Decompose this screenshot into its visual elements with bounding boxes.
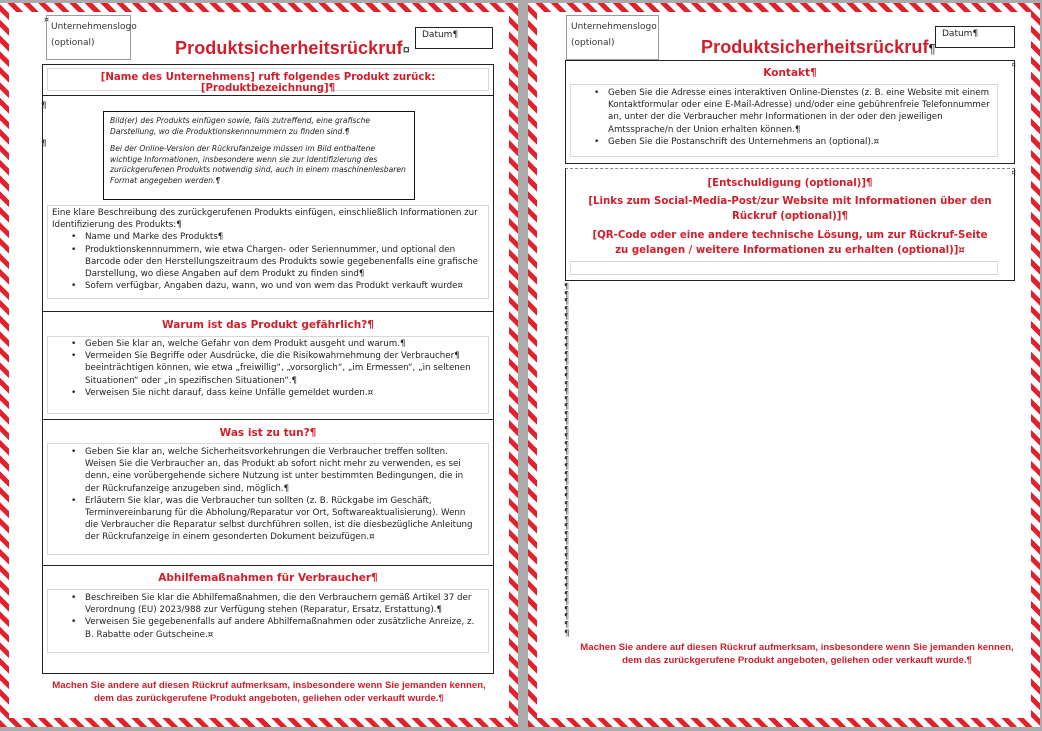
share-footer: [49, 680, 489, 705]
company-logo-placeholder[interactable]: [46, 15, 137, 60]
pilcrow-mark: ¶: [564, 289, 570, 299]
title-end-mark: ¤: [402, 42, 410, 57]
pilcrow-mark: ¶: [564, 529, 570, 539]
pilcrow-mark: ¶: [564, 282, 570, 291]
pilcrow-mark: ¶: [564, 582, 570, 591]
remedy-heading-text: Abhilfemaßnahmen für Verbraucher¶: [158, 572, 378, 584]
empty-paragraph-mark: ¶: [41, 101, 47, 111]
logo-text: Unternehmenslogo (optional): [51, 22, 137, 48]
qr-code-line: [QR-Code oder eine andere technische Lösung, um zur Rückruf-Seite zu gelangen / weitere Informationen zu erhalten (optional)]¤: [592, 230, 988, 256]
pilcrow-mark: ¶: [564, 394, 570, 404]
row-divider: [43, 419, 493, 420]
pilcrow-mark: ¶: [564, 477, 570, 486]
todo-list: [52, 446, 479, 544]
pilcrow-mark: ¶: [564, 612, 570, 621]
image-instruction-1: Bild(er) des Produkts einfügen sowie, falls zutreffend, eine grafische Darstellung, wo die Produktionskennnummern zu finden sind.¶: [110, 116, 371, 136]
list-item: • Geben Sie die Postanschrift des Unternehmens an (optional).¤: [608, 136, 992, 148]
anchor-mark: ¤: [44, 15, 50, 24]
list-item: • Sofern verfügbar, Angaben dazu, wann, wo und von wem das Produkt verkauft wurde¤: [85, 280, 481, 292]
date-text: Datum¶: [942, 29, 979, 39]
pilcrow-mark: ¶: [564, 537, 570, 546]
pilcrow-mark: ¶: [564, 297, 570, 306]
pilcrow-mark: ¶: [564, 499, 570, 509]
empty-paragraph-marks: [564, 283, 574, 628]
danger-heading: [43, 319, 493, 331]
pilcrow-mark: ¶: [564, 454, 570, 464]
pilcrow-mark: ¶: [564, 522, 570, 531]
remedy-content: [52, 592, 479, 641]
danger-list: [52, 338, 479, 399]
description-content: [52, 207, 481, 292]
list-item: • Verweisen Sie nicht darauf, dass keine Unfälle gemeldet wurden.¤: [85, 387, 479, 399]
danger-content: [52, 338, 479, 399]
todo-heading: [43, 427, 493, 439]
pilcrow-mark: ¶: [564, 544, 570, 554]
pilcrow-mark: ¶: [564, 349, 570, 359]
contact-list: [575, 87, 992, 148]
pilcrow-mark: ¶: [564, 597, 570, 606]
product-image-instructions[interactable]: [103, 111, 415, 200]
list-item: • Produktionskennnummern, wie etwa Chargen- oder Seriennummer, und optional den Barcode oder den Herstellungszeitraum des Produkts sowie gegebenenfalls eine grafische Darstellung, wo diese Angaben auf dem Produkt zu finden sind¶: [85, 244, 481, 281]
cell-end-mark: ¤: [1011, 61, 1016, 69]
list-item: • Vermeiden Sie Begriffe oder Ausdrücke, die die Risikowahrnehmung der Verbraucher¶ beeinträchtigen können, wie etwa „freiwillig“, „vorsorglich“, „im Ermessen“, „in seltenen Situationen“ oder „in spezifischen Situationen“.¶: [85, 350, 479, 387]
contact-heading: [566, 67, 1014, 79]
pilcrow-mark: ¶: [564, 372, 570, 381]
apology-line: [Entschuldigung (optional)]¶: [707, 178, 873, 189]
recall-table: [42, 64, 494, 674]
remedy-list: [52, 592, 479, 641]
description-intro: Eine klare Beschreibung des zurückgerufenen Produkts einfügen, einschließlich Informationen zur Identifizierung des Produkts:¶: [52, 208, 478, 231]
page-title: [175, 38, 410, 59]
page-1-content: [9, 12, 509, 718]
pilcrow-mark: ¶: [564, 604, 570, 614]
pilcrow-mark: ¶: [564, 439, 570, 449]
pilcrow-mark: ¶: [564, 567, 570, 576]
document-page-2: [528, 3, 1040, 727]
pilcrow-mark: ¶: [564, 447, 570, 456]
intro-row: [43, 65, 493, 95]
pilcrow-mark: ¶: [564, 327, 570, 336]
pilcrow-mark: ¶: [564, 484, 570, 494]
intro-text: [Name des Unternehmens] ruft folgendes Produkt zurück: [Produktbezeichnung]¶: [100, 72, 436, 94]
pilcrow-mark: ¶: [564, 559, 570, 569]
pilcrow-mark: ¶: [564, 589, 570, 599]
company-logo-placeholder[interactable]: [566, 15, 659, 60]
date-field[interactable]: [415, 27, 493, 49]
optional-info-content: [566, 176, 1014, 258]
page-title: [701, 37, 936, 58]
pilcrow-mark: ¶: [564, 507, 570, 516]
pilcrow-mark: ¶: [564, 312, 570, 321]
list-item: • Geben Sie klar an, welche Gefahr von dem Produkt ausgeht und warum.¶: [85, 338, 479, 350]
pilcrow-mark: ¶: [564, 462, 570, 471]
pilcrow-mark: ¶: [564, 619, 570, 629]
pilcrow-mark: ¶: [564, 304, 570, 314]
description-list: [52, 231, 481, 292]
remedy-heading: [43, 572, 493, 584]
footer-text: Machen Sie andere auf diesen Rückruf aufmerksam, insbesondere wenn Sie jemanden kennen, dem das zurückgerufene Produkt angeboten, geliehen oder verkauft wurde.¶: [52, 680, 486, 704]
page-2-content: [537, 12, 1031, 718]
optional-info-cell[interactable]: [570, 261, 998, 275]
share-footer: [577, 642, 1017, 667]
pilcrow-mark: ¶: [564, 379, 570, 389]
pilcrow-mark: ¶: [564, 492, 570, 501]
social-links-line: [Links zum Social-Media-Post/zur Website mit Informationen über den Rückruf (optional)]¶: [588, 196, 992, 222]
row-divider: [43, 95, 493, 96]
logo-text: Unternehmenslogo (optional): [571, 22, 657, 48]
footer-text: Machen Sie andere auf diesen Rückruf aufmerksam, insbesondere wenn Sie jemanden kennen, dem das zurückgerufene Produkt angeboten, geliehen oder verkauft wurde.¶: [580, 642, 1014, 666]
pilcrow-mark: ¶: [564, 334, 570, 344]
todo-heading-text: Was ist zu tun?¶: [219, 427, 317, 439]
cell-end-mark: ¤: [1011, 169, 1016, 177]
intro-line: [43, 72, 493, 94]
pilcrow-mark: ¶: [564, 432, 570, 441]
list-item: • Erläutern Sie klar, was die Verbraucher tun sollten (z. B. Rückgabe im Geschäft, Terminvereinbarung für die Abholung/Reparatur vor Ort, Softwareaktualisierung). Wenn die Verbraucher die Reparatur selbst durchführen sollen, ist die diesbezügliche Anleitung der Rückrufanzeige in einem gesonderten Dokument beizufügen.¤: [85, 495, 479, 544]
todo-content: [52, 446, 479, 544]
empty-paragraph-mark: ¶: [564, 629, 570, 639]
pilcrow-mark: ¶: [564, 364, 570, 374]
title-end-mark: ¶: [928, 41, 936, 56]
list-item: • Geben Sie die Adresse eines interaktiven Online-Dienstes (z. B. eine Website mit einem Kontaktformular oder eine E-Mail-Adresse) und/oder eine gebührenfreie Telefonnummer an, unter der die Verbraucher mehr Informationen in der oder den jeweiligen Amtssprache/n der Union erhalten können.¶: [608, 87, 992, 136]
list-item: • Verweisen Sie gegebenenfalls auf andere Abhilfemaßnahmen oder zusätzliche Anreize, z. B. Rabatte oder Gutscheine.¤: [85, 616, 479, 640]
pilcrow-mark: ¶: [564, 417, 570, 426]
pilcrow-mark: ¶: [564, 387, 570, 396]
title-text: Produktsicherheitsrückruf: [175, 38, 403, 58]
row-divider: [43, 565, 493, 566]
image-instruction-2: Bei der Online-Version der Rückrufanzeige müssen im Bild enthaltene wichtige Informationen, insbesondere wenn sie zur Identifizierung des zurückgerufenen Produkts notwendig sind, auch in einem maschinenlesbaren Format angegeben werden.¶: [110, 144, 406, 185]
optional-info-table: [565, 168, 1015, 281]
pilcrow-mark: ¶: [564, 357, 570, 366]
danger-heading-text: Warum ist das Produkt gefährlich?¶: [162, 319, 374, 331]
pilcrow-mark: ¶: [564, 514, 570, 524]
title-text: Produktsicherheitsrückruf: [701, 37, 929, 57]
date-field[interactable]: [935, 26, 1015, 48]
pilcrow-mark: ¶: [564, 409, 570, 419]
list-item: • Beschreiben Sie klar die Abhilfemaßnahmen, die den Verbrauchern gemäß Artikel 37 der Verordnung (EU) 2023/988 zur Verfügung stehen (Reparatur, Ersatz, Erstattung).¶: [85, 592, 479, 616]
pilcrow-mark: ¶: [564, 319, 570, 329]
list-item: • Name und Marke des Produkts¶: [85, 231, 481, 243]
row-divider: [43, 311, 493, 312]
pilcrow-mark: ¶: [564, 402, 570, 411]
list-item: • Geben Sie klar an, welche Sicherheitsvorkehrungen die Verbraucher treffen sollten. Weisen Sie die Verbraucher an, das Produkt ab sofort nicht mehr zu verwenden, es sei denn, eine vorübergehende sichere Nutzung ist unter bestimmten Bedingungen, die in der Rückrufanzeige anzugeben sind, möglich.¶: [85, 446, 479, 495]
pilcrow-mark: ¶: [564, 342, 570, 351]
contact-content: [575, 87, 992, 148]
pilcrow-mark: ¶: [564, 574, 570, 584]
empty-paragraph-mark: ¶: [41, 139, 47, 149]
document-page-1: [0, 3, 518, 727]
contact-heading-text: Kontakt¶: [763, 67, 817, 79]
pilcrow-mark: ¶: [564, 424, 570, 434]
contact-table: [565, 60, 1015, 164]
date-text: Datum¶: [422, 30, 459, 40]
pilcrow-mark: ¶: [564, 469, 570, 479]
pilcrow-mark: ¶: [564, 552, 570, 561]
